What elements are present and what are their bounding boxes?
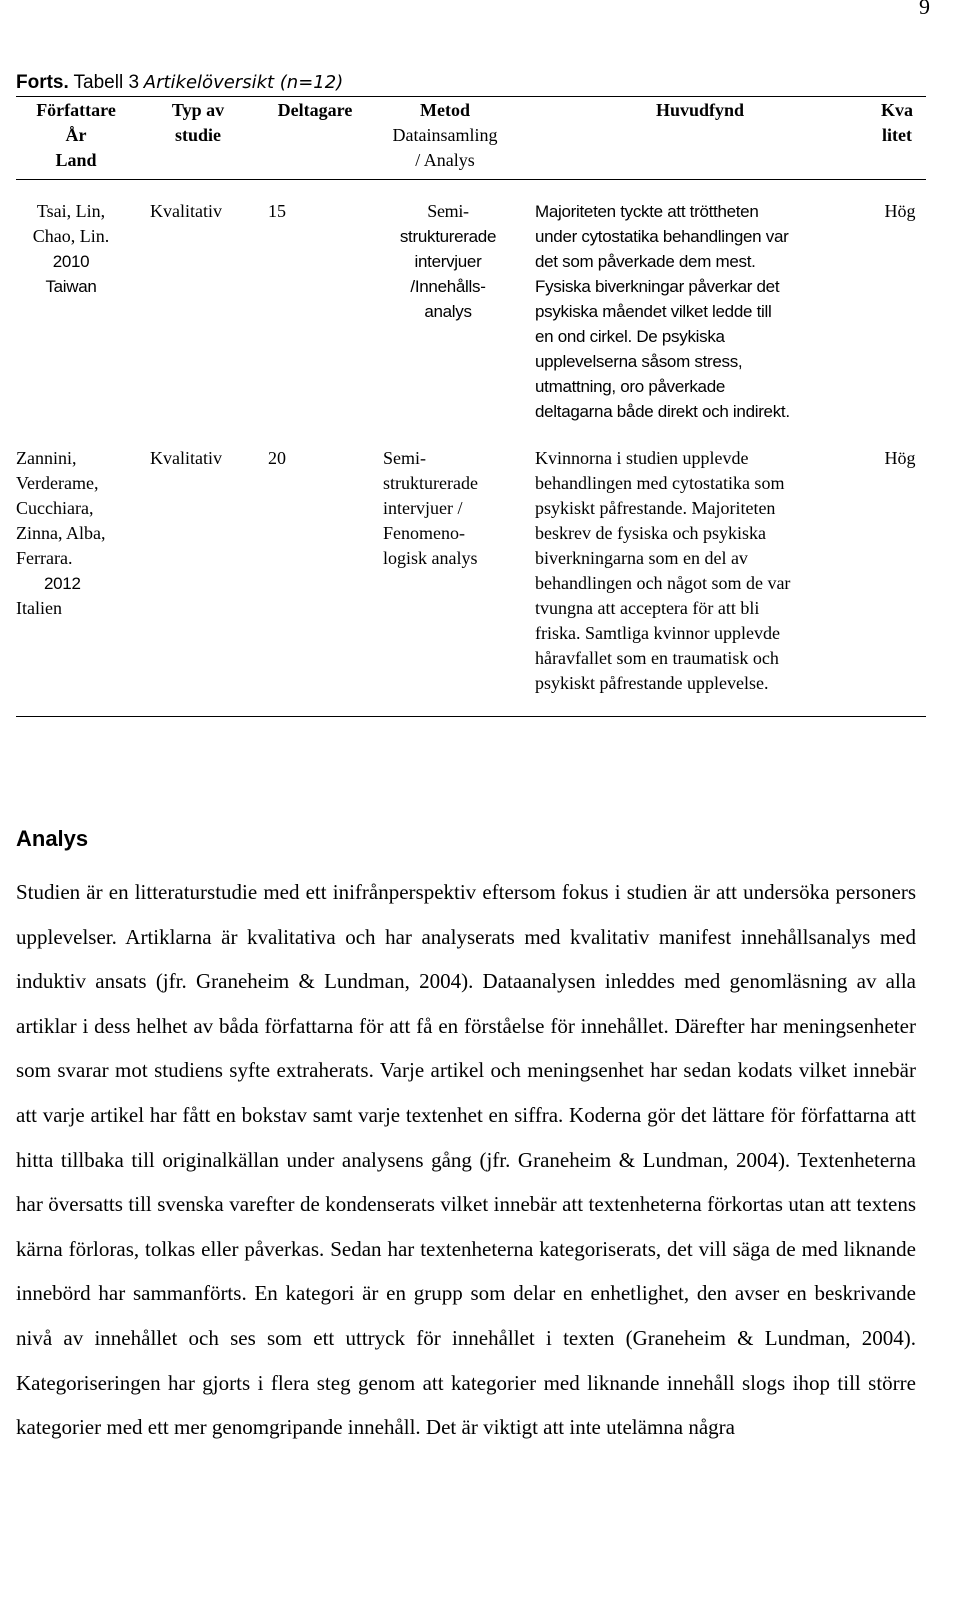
table-row-2-quality: Hög <box>884 448 916 468</box>
table-row-2-findings: Kvinnorna i studien upplevde behandlingen med cytostatika som psykiskt påfrestande. Majoriteten beskrev de fysiska och psykiska biverkningarna som en del av behandlingen och något som de var tvungna att acceptera för att bli friska. Samtliga kvinnor upplevde håravfallet som en traumatisk och psykiskt påfrestande upplevelse. <box>535 448 791 693</box>
table-row-2-type: Kvalitativ <box>150 448 222 468</box>
table-row-1-author: Tsai, Lin, Chao, Lin. 2010 Taiwan <box>32 201 110 296</box>
header-findings: Huvudfynd <box>655 100 745 120</box>
header-bottom-rule <box>16 179 926 180</box>
table-row-1-participants: 15 <box>268 201 286 221</box>
header-participants: Deltagare <box>277 100 353 120</box>
table-row-1-type: Kvalitativ <box>150 201 222 221</box>
table-bottom-rule <box>16 716 926 717</box>
table-top-rule <box>16 96 926 97</box>
table-row-2-author: Zannini, Verderame, Cucchiara, Zinna, Alba, Ferrara. 2012 Italien <box>16 448 106 618</box>
header-author: Författare År Land <box>36 100 116 170</box>
header-type: Typ av studie <box>171 100 225 145</box>
body-paragraph: Studien är en litteraturstudie med ett inifrånperspektiv eftersom fokus i studien är att undersöka personers upplevelser. Artiklarna är kvalitativa och har analyserats med kvalitativ manifest innehållsanalys med induktiv ansats (jfr. Graneheim & Lundman, 2004). Dataanalysen inleddes med genomläsning av alla artiklar i dess helhet av båda författarna för att få en förståelse för innehållet. Därefter har meningsenheter som svarar mot studiens syfte extraherats. Varje artikel och meningsenhet har sedan kodats vilket innebär att varje artikel har fått en bokstav samt varje textenhet en siffra. Koderna gör det lättare för författarna att hitta tillbaka till originalkällan under analysens gång (jfr. Graneheim & Lundman, 2004). Textenheterna har översatts till svenska varefter de kondenserats vilket innebär att textenheterna förkortas utan att textens kärna förloras, tolkas eller påverkas. Sedan har textenheterna kategoriserats, det vill säga de med liknande innebörd har sammanförts. En kategori är en grupp som delar en enhetlighet, den avser en beskrivande nivå av innehållet och ses som ett uttryck för innehållet i texten (Graneheim & Lundman, 2004). Kategoriseringen har gjorts i flera steg genom att kategorier med liknande innehåll slogs ihop till större kategorier med ett mer genomgripande innehåll. Det är viktigt att inte utelämna några <box>16 880 916 1440</box>
caption-forts: Forts. <box>16 72 69 93</box>
header-quality: Kva litet <box>880 100 913 145</box>
header-method: Metod Datainsamling / Analys <box>392 100 498 170</box>
section-heading: Analys <box>16 826 89 851</box>
table-caption <box>16 72 343 94</box>
caption-tabell: Tabell 3 <box>73 72 140 93</box>
caption-title: Artikelöversikt (n=12) <box>143 72 344 93</box>
page-number: 9 <box>919 0 930 19</box>
table-row-1-method: Semi- strukturerade intervjuer /Innehålls- analys <box>399 201 497 321</box>
table-row-2-participants: 20 <box>268 448 286 468</box>
table-row-2-method: Semi- strukturerade intervjuer / Fenomeno- logisk analys <box>383 448 478 568</box>
table-row-1-findings: Majoriteten tyckte att tröttheten under cytostatika behandlingen var det som påverkade dem mest. Fysiska biverkningar påverkar det psykiska måendet vilket ledde till en ond cirkel. De psykiska upplevelserna såsom stress, utmattning, oro påverkade deltagarna både direkt och indirekt. <box>535 202 790 421</box>
table-row-1-quality: Hög <box>884 201 916 221</box>
